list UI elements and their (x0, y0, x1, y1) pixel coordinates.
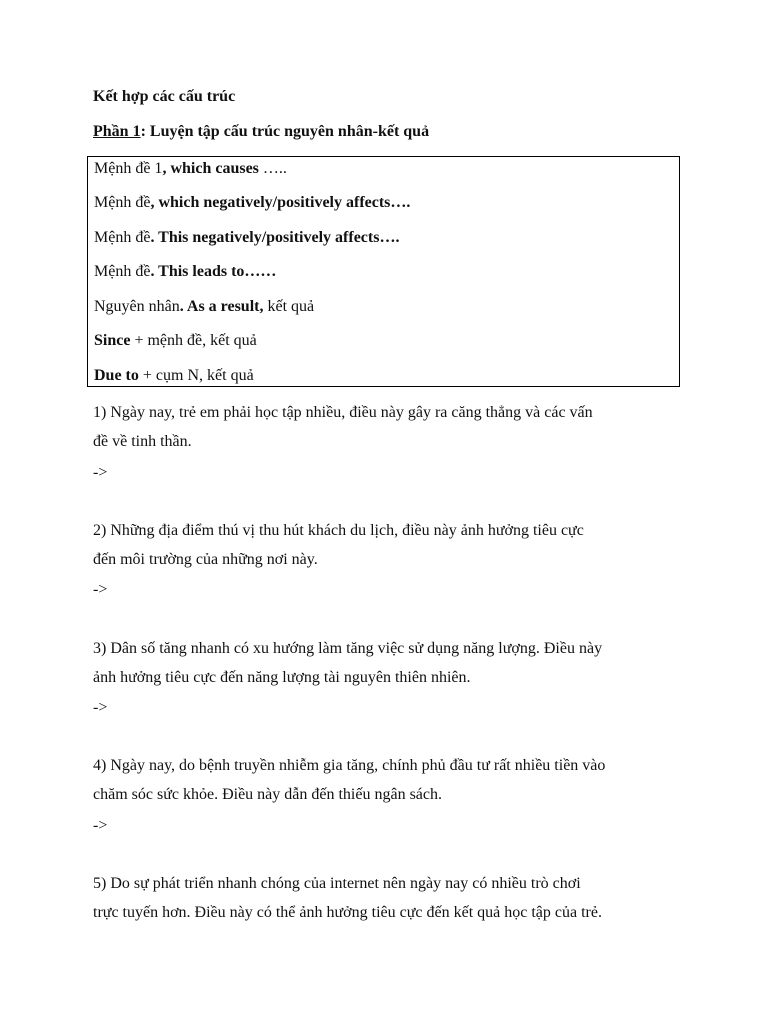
structure-text: Mệnh đề (94, 263, 151, 280)
structure-keyword: . As a result, (179, 298, 264, 315)
exercise-question (93, 869, 683, 927)
document-header (93, 86, 693, 143)
structure-text: Mệnh đề (94, 194, 151, 211)
exercise-line: ảnh hưởng tiêu cực đến năng lượng tài nguyên thiên nhiên. (93, 669, 471, 686)
exercise-line: 2) Những địa điểm thú vị thu hút khách du lịch, điều này ảnh hưởng tiêu cực (93, 522, 584, 539)
structure-text: Nguyên nhân (94, 298, 180, 315)
exercise-question (93, 751, 683, 809)
exercise-line: chăm sóc sức khỏe. Điều này dẫn đến thiếu ngân sách. (93, 786, 443, 803)
exercise-question (93, 398, 683, 456)
structure-text: kết quả (263, 298, 315, 315)
exercise-question (93, 634, 683, 692)
section-heading (93, 121, 693, 143)
structure-line (94, 366, 254, 386)
structure-keyword: Since (94, 332, 131, 349)
structure-text: + mệnh đề, kết quả (130, 332, 257, 349)
structure-keyword: . This leads to…… (150, 263, 277, 280)
document-title: Kết hợp các cấu trúc (93, 88, 236, 105)
structure-line (94, 193, 410, 213)
section-title: : Luyện tập cấu trúc nguyên nhân-kết quả (140, 123, 430, 140)
structure-keyword: . This negatively/positively affects…. (150, 229, 400, 246)
structure-text: Mệnh đề (94, 229, 151, 246)
structure-text: Mệnh đề 1 (94, 160, 163, 177)
structure-box (87, 156, 680, 387)
structure-line (94, 159, 287, 179)
exercise-line: đến môi trường của những nơi này. (93, 551, 318, 568)
structure-text: + cụm N, kết quả (138, 367, 254, 384)
exercise-line: 4) Ngày nay, do bệnh truyền nhiễm gia tăng, chính phủ đầu tư rất nhiều tiền vào (93, 757, 606, 774)
answer-arrow: -> (93, 699, 108, 716)
answer-arrow: -> (93, 464, 108, 481)
exercise-line: 5) Do sự phát triển nhanh chóng của internet nên ngày nay có nhiều trò chơi (93, 875, 581, 892)
structure-text: ….. (258, 160, 287, 177)
answer-arrow: -> (93, 817, 108, 834)
answer-arrow: -> (93, 581, 108, 598)
exercise-line: 1) Ngày nay, trẻ em phải học tập nhiều, điều này gây ra căng thẳng và các vấn (93, 404, 593, 421)
structure-keyword: , which negatively/positively affects…. (150, 194, 411, 211)
structure-line (94, 297, 314, 317)
exercise-question (93, 516, 683, 574)
section-label: Phần 1 (93, 123, 141, 140)
structure-keyword: , which causes (162, 160, 259, 177)
structure-line (94, 262, 276, 282)
exercise-line: 3) Dân số tăng nhanh có xu hướng làm tăng việc sử dụng năng lượng. Điều này (93, 640, 603, 657)
structure-keyword: Due to (94, 367, 139, 384)
structure-line (94, 228, 399, 248)
exercise-line: trực tuyến hơn. Điều này có thể ảnh hưởng tiêu cực đến kết quả học tập của trẻ. (93, 904, 602, 921)
exercise-line: đề về tinh thần. (93, 433, 192, 450)
structure-line (94, 331, 257, 351)
